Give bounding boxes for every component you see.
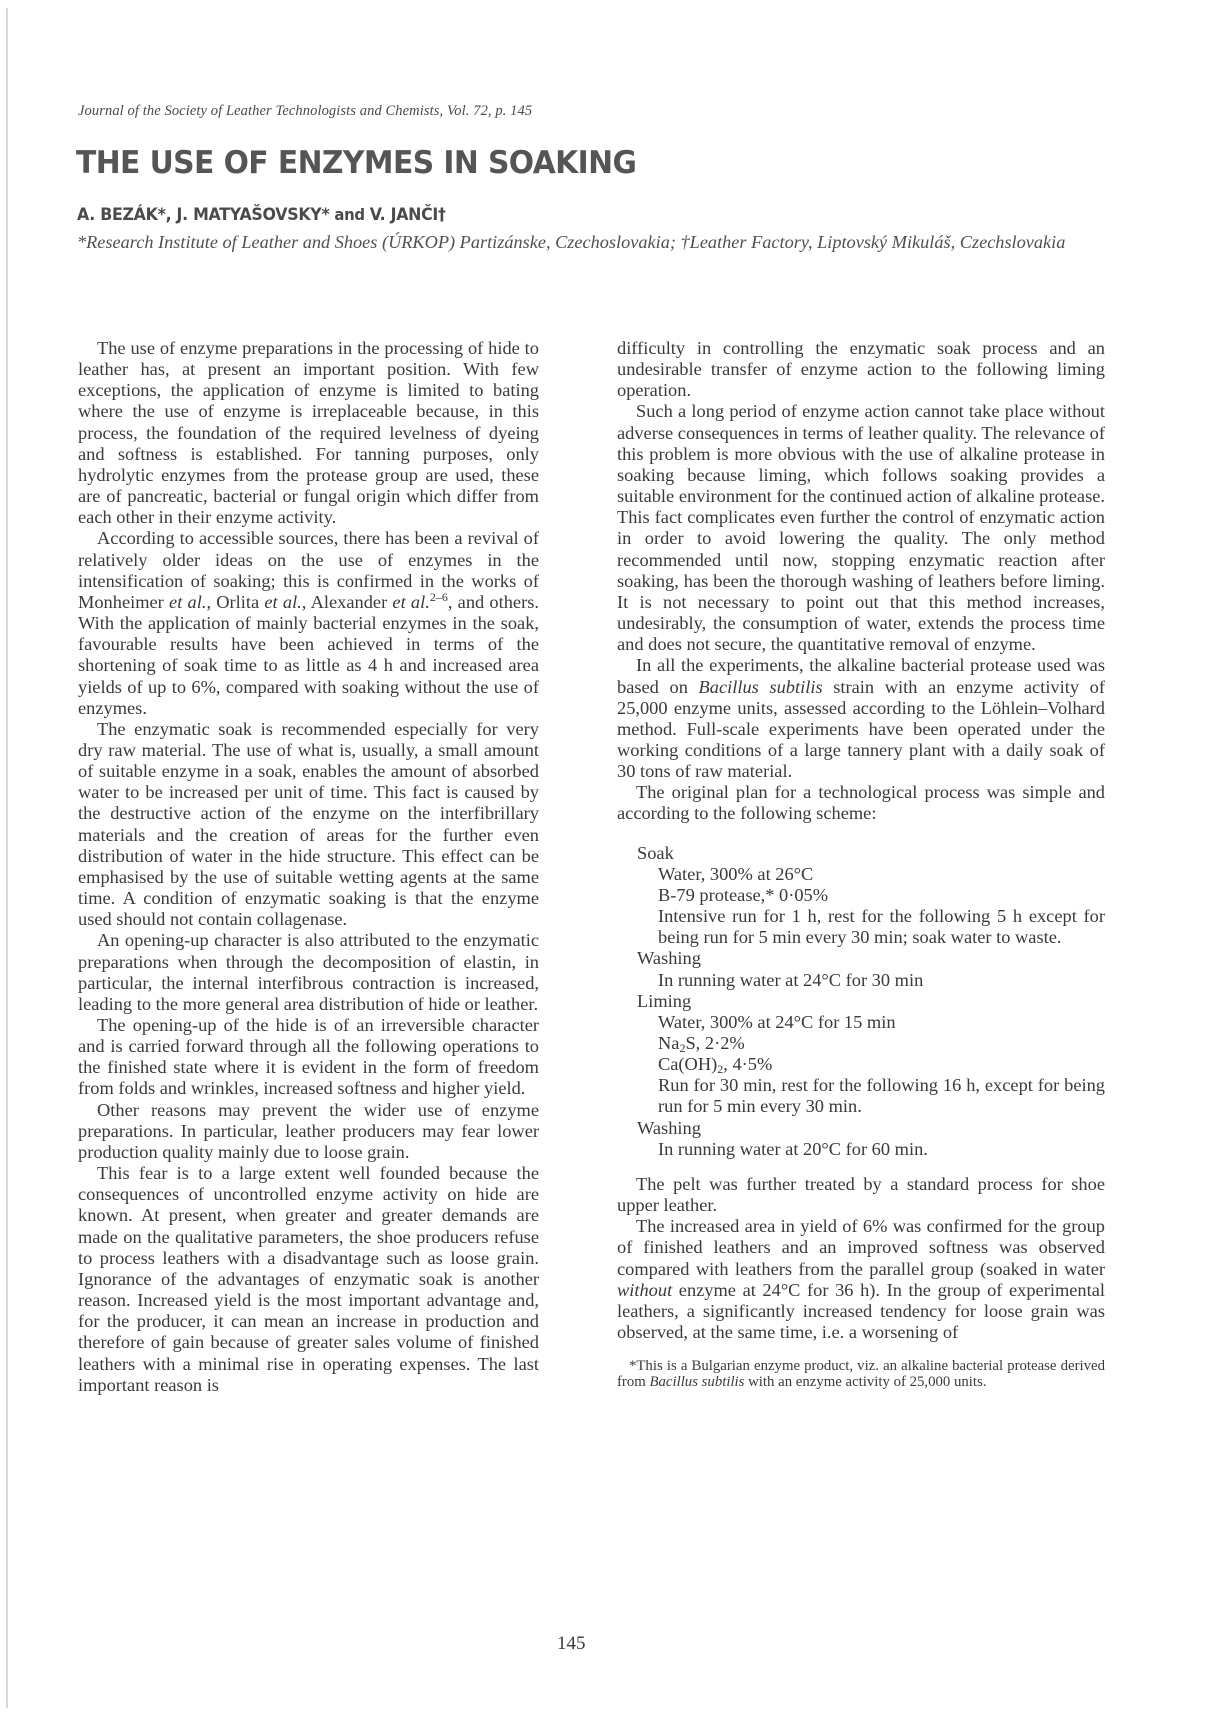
affiliations: *Research Institute of Leather and Shoes (ÚRKOP) Partizánske, Czechoslovakia; †Leather Factory, Liptovský Mikuláš, Czechslovakia xyxy=(77,232,1066,252)
formula-part: , 4·5% xyxy=(723,1054,773,1075)
paragraph: An opening-up character is also attributed to the enzymatic preparations when through the decomposition of elastin, in particular, the internal interfibrous contraction is increased, leading to the more general area distribution of hide or leather. xyxy=(78,930,539,1014)
page-binding-edge xyxy=(6,8,8,1708)
formula-subscript: 2 xyxy=(679,1041,686,1055)
scheme-item: Run for 30 min, rest for the following 16 h, except for being run for 5 min every 30 min. xyxy=(658,1075,1105,1117)
text-run: strain with an enzyme activity of 25,000 enzyme units, assessed according to the Löhlein–Volhard method. Full-scale experiments have been operated under the working conditions of a large tannery plant with a daily soak of 30 tons of raw material. xyxy=(617,676,1106,782)
reference-superscript: 2–6 xyxy=(429,589,448,604)
scheme-step-heading: Soak xyxy=(637,842,674,863)
scheme-step-heading: Liming xyxy=(637,990,692,1011)
formula-part: Na xyxy=(658,1033,680,1053)
text-run: The increased area in yield of 6% was confirmed for the group of finished leathers and an improved softness was observed compared with leathers from the parallel group (soaked in water xyxy=(617,1216,1105,1279)
formula-subscript: 2 xyxy=(717,1062,724,1077)
paragraph xyxy=(78,528,539,718)
paragraph: The enzymatic soak is recommended especially for very dry raw material. The use of what is, usually, a small amount of suitable enzyme in a soak, enables the amount of absorbed water to be increased per unit of time. This fact is caused by the destructive action of the enzyme on the interfibrillary materials and the creation of areas for the further even distribution of water in the hide structure. This effect can be emphasised by the use of suitable wetting agents at the same time. A condition of enzymatic soaking is that the enzyme used should not contain collagenase. xyxy=(78,718,539,930)
author-list xyxy=(77,205,446,225)
scheme-step-heading: Washing xyxy=(637,1117,701,1138)
scheme-item: Water, 300% at 24°C for 15 min xyxy=(658,1011,896,1032)
scheme-step-heading: Washing xyxy=(637,948,701,969)
paragraph: Such a long period of enzyme action cannot take place without adverse consequences in terms of leather quality. The relevance of this problem is more obvious with the use of alkaline protease in soaking because liming, which follows soaking provides a suitable environment for the continued action of alkaline protease. This fact complicates even further the control of enzymatic action in order to avoid lowering the quality. The only method recommended until now, stopping enzymatic reaction after soaking, has been the thorough washing of leathers before liming. It is not necessary to point out that this method increases, undesirably, the consumption of water, extends the process time and does not secure, the quantitative removal of enzyme. xyxy=(617,401,1105,655)
scheme-item xyxy=(617,1054,1105,1075)
text-run-italic: without xyxy=(617,1279,673,1300)
paragraph: The use of enzyme preparations in the processing of hide to leather has, at present an important position. With few exceptions, the application of enzyme is limited to bating where the use of enzyme is irreplaceable because, in this process, the foundation of the required levelness of dyeing and softness is established. For tanning purposes, only hydrolytic enzymes from the protease group are used, these are of pancreatic, bacterial or fungal origin which differ from each other in their enzyme activity. xyxy=(78,338,539,528)
paragraph: The original plan for a technological process was simple and according to the following scheme: xyxy=(617,782,1105,824)
right-column xyxy=(617,338,1105,1390)
text-run: *This is a Bulgarian enzyme product, viz. an alkaline bacterial protease derived from xyxy=(617,1358,1105,1390)
paragraph: difficulty in controlling the enzymatic soak process and an undesirable transfer of enzyme action to the following liming operation. xyxy=(617,338,1105,401)
text-run: with an enzyme activity of 25,000 units. xyxy=(744,1373,987,1390)
scheme-item: Water, 300% at 26°C xyxy=(658,863,814,884)
paragraph: The pelt was further treated by a standard process for shoe upper leather. xyxy=(617,1173,1105,1216)
species-name: Bacillus subtilis xyxy=(698,676,823,697)
paragraph xyxy=(617,655,1105,782)
formula-part: S, 2·2% xyxy=(685,1033,745,1053)
scheme-item: In running water at 20°C for 60 min. xyxy=(658,1138,928,1159)
text-run-italic: et al. xyxy=(169,591,207,612)
text-run: According to accessible sources, there has been a revival of relatively older ideas on the use of enzymes in the intensification of soaking; this is confirmed in the works of Monheimer xyxy=(78,528,539,612)
species-name: Bacillus subtilis xyxy=(649,1373,745,1390)
scheme-item: B-79 protease,* 0·05% xyxy=(658,884,829,905)
text-run: , Orlita xyxy=(206,591,265,612)
author-names-1: A. BEZÁK*, J. MATYAŠOVSKY* xyxy=(77,205,330,225)
text-run: , Alexander xyxy=(301,591,393,612)
text-run: enzyme at 24°C for 36 h). In the group of experimental leathers, a significantly increased tendency for loose grain was observed, at the same time, i.e. a worsening of xyxy=(617,1279,1105,1343)
article-title: THE USE OF ENZYMES IN SOAKING xyxy=(76,145,637,181)
text-run-italic: et al. xyxy=(392,591,430,612)
scheme-item: In running water at 24°C for 30 min xyxy=(658,969,924,990)
process-scheme xyxy=(617,843,1105,1160)
text-run: , and others. With the application of mainly bacterial enzymes in the soak, favourable results have been achieved in terms of the shortening of soak time to as little as 4 h and increased area yields of up to 6%, compared with soaking without the use of enzymes. xyxy=(78,591,539,718)
footnote xyxy=(617,1359,1105,1390)
author-conjunction: and xyxy=(329,205,370,224)
text-run: In all the experiments, the alkaline bacterial protease used was based on xyxy=(617,655,1105,697)
text-run-italic: et al. xyxy=(264,591,302,612)
left-column xyxy=(78,338,539,1396)
paragraph: This fear is to a large extent well founded because the consequences of uncontrolled enzyme activity on hide are known. At present, when greater and greater demands are made on the qualitative parameters, the shoe producers refuse to process leathers with a disadvantage such as loose grain. Ignorance of the advantages of enzymatic soak is another reason. Increased yield is the most important advantage and, for the producer, it can mean an increase in production and therefore of gain because of greater sales volume of finished leathers with a minimal rise in operating expenses. The last important reason is xyxy=(78,1163,539,1395)
formula-part: Ca(OH) xyxy=(658,1054,718,1075)
paragraph xyxy=(617,1216,1105,1343)
scheme-item: Intensive run for 1 h, rest for the following 5 h except for being run for 5 min every 30 min; soak water to waste. xyxy=(658,906,1105,948)
paragraph: Other reasons may prevent the wider use of enzyme preparations. In particular, leather producers may fear lower production quality mainly due to loose grain. xyxy=(78,1099,539,1162)
page-number: 145 xyxy=(557,1633,586,1654)
running-head: Journal of the Society of Leather Technologists and Chemists, Vol. 72, p. 145 xyxy=(78,103,533,119)
scheme-item xyxy=(617,1033,1105,1054)
paragraph: The opening-up of the hide is of an irreversible character and is carried forward through all the following operations to the finished state where it is evident in the form of freedom from folds and wrinkles, increased softness and higher yield. xyxy=(78,1015,539,1099)
author-names-2: V. JANČI† xyxy=(369,205,446,225)
